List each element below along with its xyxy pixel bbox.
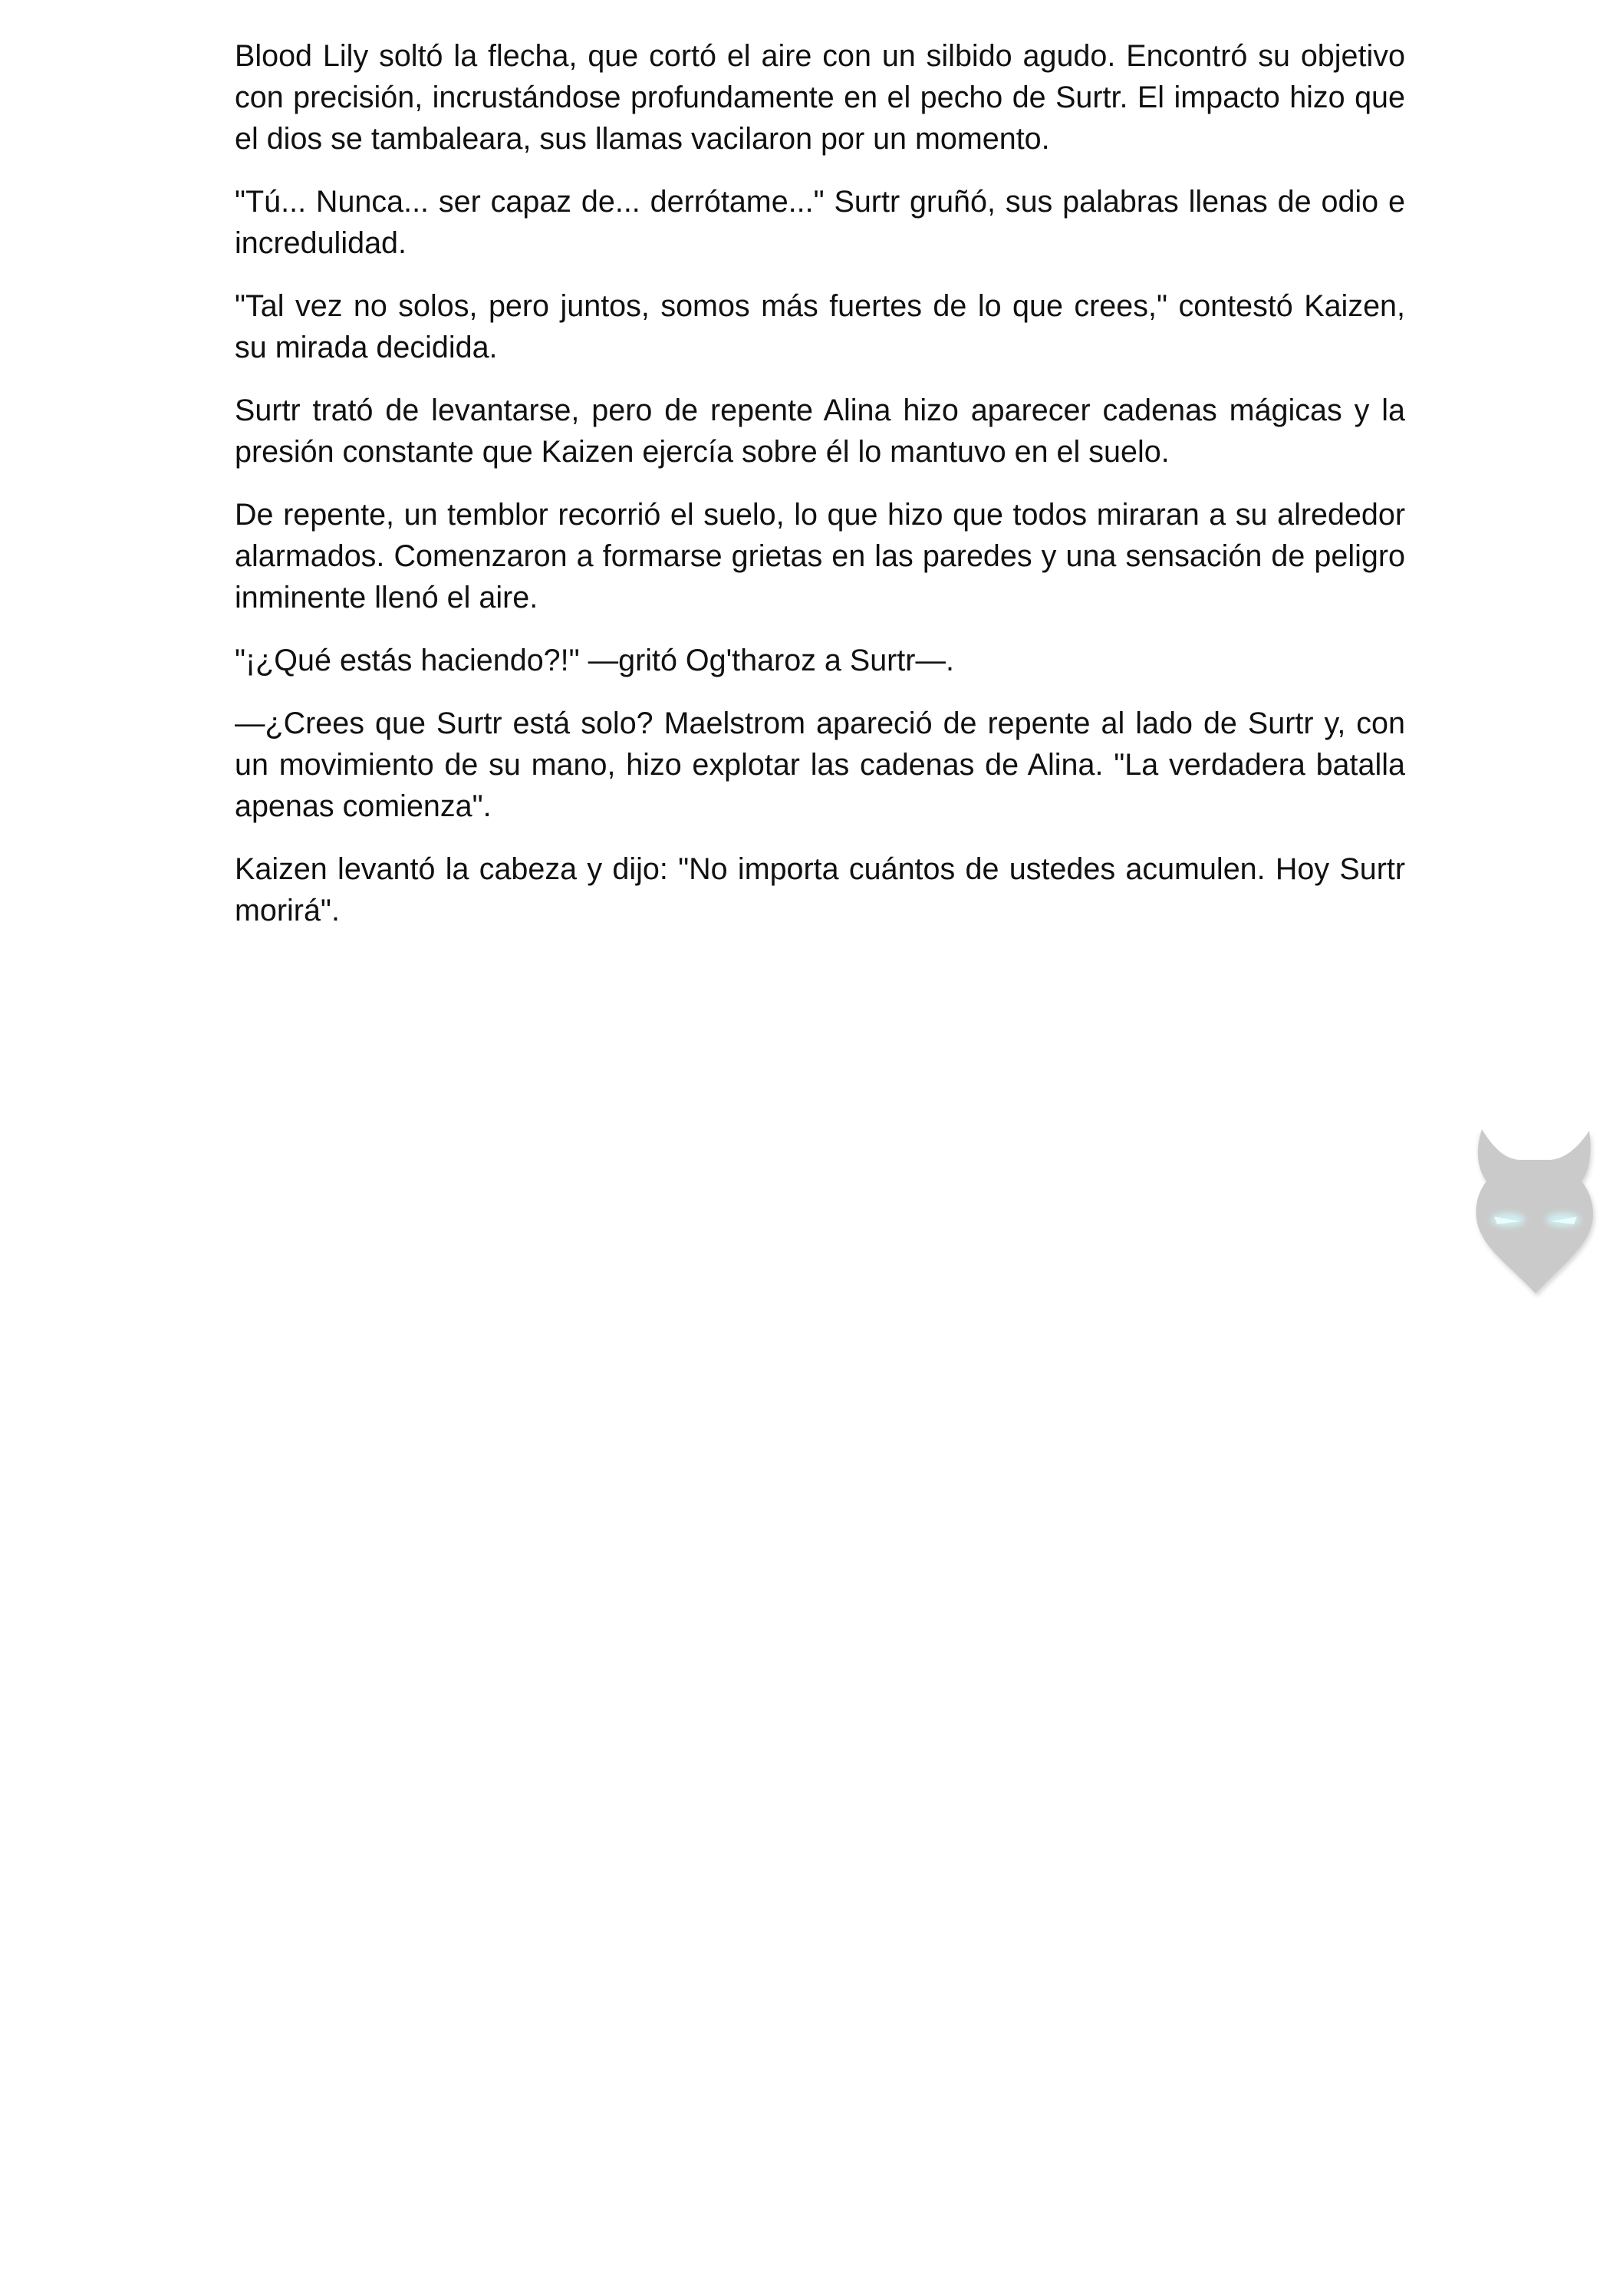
paragraph-1: Blood Lily soltó la flecha, que cortó el aire con un silbido agudo. Encontró su objetivo con precisión, incrustándose profundamente en el pecho de Surtr. El impacto hizo que el dios se tambaleara, sus llamas vacilaron por un momento. xyxy=(235,39,1405,156)
paragraph-6: "¡¿Qué estás haciendo?!" —gritó Og'tharoz a Surtr—. xyxy=(235,644,954,677)
demon-head-shape xyxy=(1476,1129,1593,1293)
paragraph-5: De repente, un temblor recorrió el suelo, lo que hizo que todos miraran a su alrededor alarmados. Comenzaron a formarse grietas en las paredes y una sensación de peligro inminente llenó el aire. xyxy=(235,498,1405,614)
paragraph-7: —¿Crees que Surtr está solo? Maelstrom apareció de repente al lado de Surtr y, con un movimiento de su mano, hizo explotar las cadenas de Alina. "La verdadera batalla apenas comienza". xyxy=(235,707,1405,823)
body-text xyxy=(235,35,1405,953)
paragraph-4: Surtr trató de levantarse, pero de repente Alina hizo aparecer cadenas mágicas y la presión constante que Kaizen ejercía sobre él lo mantuvo en el suelo. xyxy=(235,394,1405,469)
paragraph-8: Kaizen levantó la cabeza y dijo: "No importa cuántos de ustedes acumulen. Hoy Surtr morirá". xyxy=(235,852,1405,927)
paragraph-3: "Tal vez no solos, pero juntos, somos más fuertes de lo que crees," contestó Kaizen, su mirada decidida. xyxy=(235,289,1405,364)
paragraph-2: "Tú... Nunca... ser capaz de... derrótame..." Surtr gruñó, sus palabras llenas de odio e incredulidad. xyxy=(235,185,1405,260)
demon-head-icon xyxy=(1463,1126,1606,1304)
